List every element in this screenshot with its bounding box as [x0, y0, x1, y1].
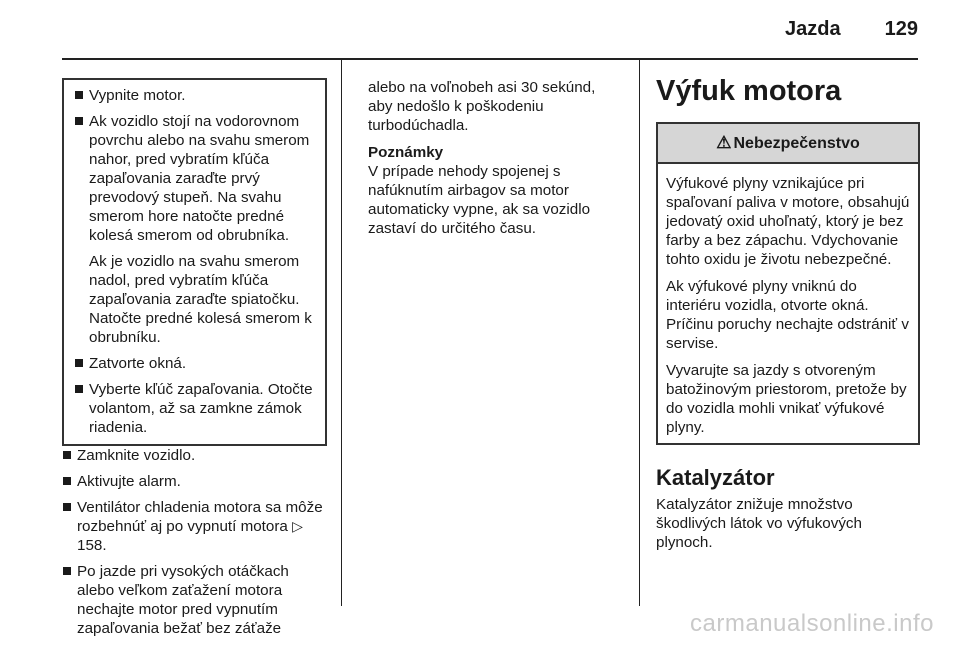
list-item: Vyberte kľúč zapaľovania. Otočte volantom, až sa zamkne zámok riadenia. — [74, 380, 317, 437]
page-number: 129 — [884, 18, 918, 40]
warning-paragraph: Výfukové plyny vznikajúce pri spaľovaní paliva v motore, obsahujú jedovatý oxid uhoľnatý, ktorý je bez farby a bez zápachu. Vdychovanie tohto oxidu je životu nebezpečné. — [666, 175, 910, 268]
list-item: Vypnite motor. — [74, 86, 317, 105]
column-divider-1 — [341, 60, 342, 606]
page-ref-link[interactable]: 158. — [77, 537, 107, 554]
box-list — [74, 86, 317, 437]
instruction-box — [62, 78, 327, 446]
warning-title: Nebezpečenstvo — [733, 135, 860, 152]
list-item: Zatvorte okná. — [74, 354, 317, 373]
watermark: carmanualsonline.info — [690, 610, 934, 637]
warning-body — [658, 164, 918, 443]
warning-paragraph: Ak výfukové plyny vniknú do interiéru vozidla, otvorte okná. Príčinu poruchy nechajte odstrániť v servise. — [666, 278, 909, 352]
column-divider-2 — [639, 60, 640, 606]
continuation-text: alebo na voľnobeh asi 30 sekúnd, aby nedošlo k poškodeniu turbodúchadla. — [368, 79, 596, 134]
list-item: Ventilátor chladenia motora sa môže rozbehnúť aj po vypnutí motora ▷ 158. — [62, 498, 324, 555]
sub-text: Katalyzátor znižuje množstvo škodlivých látok vo výfukových plynoch. — [656, 496, 862, 551]
column-3 — [656, 74, 920, 558]
warning-header — [658, 124, 918, 164]
list-item: Ak vozidlo stojí na vodorovnom povrchu alebo na svahu smerom nahor, pred vybratím kľúča zapaľovania zaraďte prvý prevodový stupeň. Na svahu smerom hore natočte predné kolesá smerom od obrubníka. Ak je vozidlo na svahu smerom nadol, pred vybratím kľúča zapaľovania zaraďte spiatočku. Natočte predné kolesá smerom k obrubníku. — [74, 112, 317, 347]
chapter-title: Jazda — [785, 18, 841, 40]
warning-triangle-icon: ⚠ — [716, 133, 732, 152]
list-item-continuation: Ak je vozidlo na svahu smerom nadol, pred vybratím kľúča zapaľovania zaraďte spiatočku. Natočte predné kolesá smerom k obrubníku. — [89, 253, 312, 346]
column-1 — [62, 80, 324, 645]
page-ref-arrow-icon: ▷ — [292, 518, 303, 534]
page-header — [785, 18, 918, 41]
note-heading: Poznámky — [368, 144, 444, 161]
warning-paragraph: Vyvarujte sa jazdy s otvoreným batožinovým priestorom, pretože by do vozidla mohli vnikať výfukové plyny. — [666, 362, 907, 436]
steps-list — [62, 446, 324, 638]
list-item: Aktivujte alarm. — [62, 472, 324, 491]
list-item: Po jazde pri vysokých otáčkach alebo veľkom zaťažení motora nechajte motor pred vypnutím zapaľovania bežať bez záťaže — [62, 562, 324, 638]
list-item: Zamknite vozidlo. — [62, 446, 324, 465]
column-2 — [368, 78, 624, 244]
header-rule — [62, 58, 918, 60]
section-heading: Výfuk motora — [656, 75, 842, 107]
catalyst-section — [656, 465, 920, 552]
warning-box — [656, 122, 920, 445]
sub-heading: Katalyzátor — [656, 465, 775, 490]
note-text: V prípade nehody spojenej s nafúknutím airbagov sa motor automaticky vypne, ak sa vozidlo zastaví do určitého času. — [368, 163, 591, 237]
